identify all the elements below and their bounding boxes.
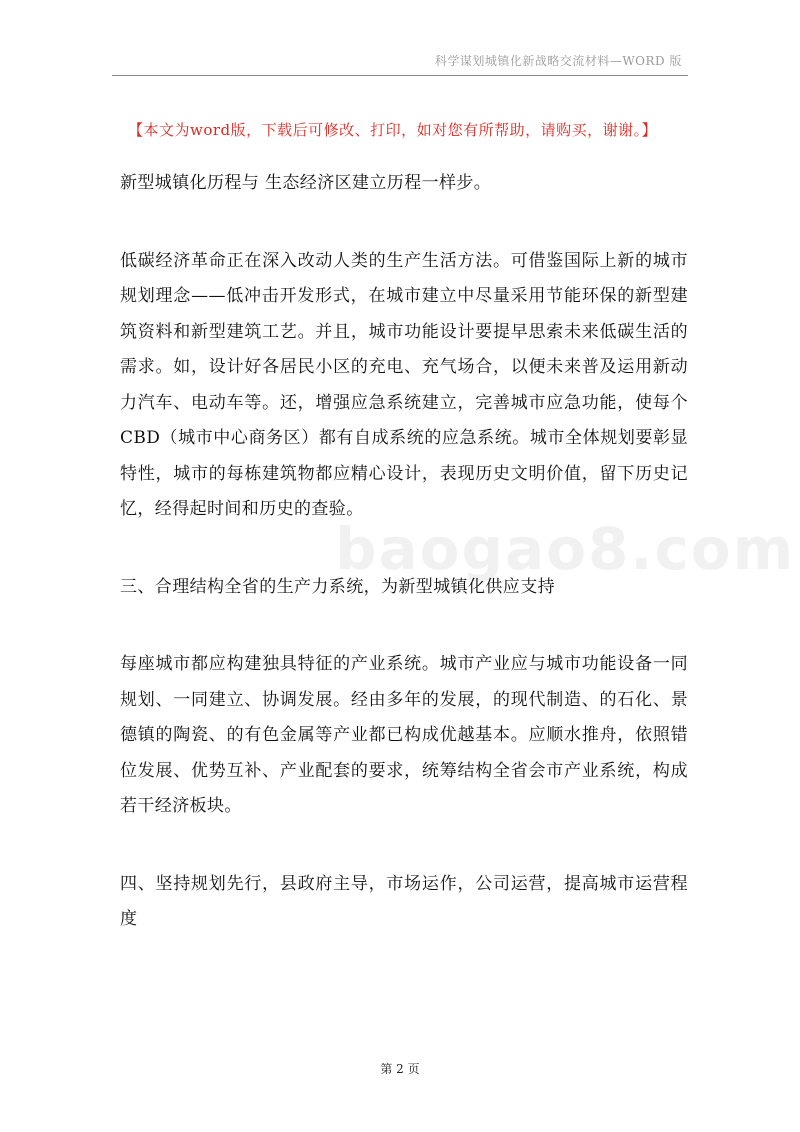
header-title: 科学谋划城镇化新战略交流材料—WORD 版 — [434, 54, 682, 68]
paragraph-low-carbon: 低碳经济革命正在深入改动人类的生产生活方法。可借鉴国际上新的城市规划理念——低冲击开发形式，在城市建立中尽量采用节能环保的新型建筑资料和新型建筑工艺。并且，城市功能设计要提早思索未来低碳生活的需求。如，设计好各居民小区的充电、充气场合，以便未来普及运用新动力汽车、电动车等。还，增强应急系统建立，完善城市应急功能，使每个 CBD（城市中心商务区）都有自成系统的应急系统。城市全体规划要彰显特性，城市的每栋建筑物都应精心设计，表现历史文明价值，留下历史记忆，经得起时间和历史的查验。 — [120, 250, 688, 519]
paragraph-intro: 新型城镇化历程与 生态经济区建立历程一样步。 — [120, 173, 492, 193]
section-heading-4: 四、坚持规划先行，县政府主导，市场运作，公司运营，提高城市运营程度 — [120, 873, 688, 929]
page-number: 第 2 页 — [380, 1062, 420, 1076]
paragraph-industry: 每座城市都应构建独具特征的产业系统。城市产业应与城市功能设备一同规划、一同建立、协调发展。经由多年的发展，的现代制造、的石化、景德镇的陶瓷、的有色金属等产业都已构成优越基本。应顺水推舟，依照错位发展、优势互补、产业配套的要求，统筹结构全省会市产业系统，构成若干经济板块。 — [120, 654, 688, 816]
document-body — [120, 166, 688, 938]
notice-banner: 【本文为word版，下载后可修改、打印，如对您有所帮助，请购买，谢谢。】 — [128, 121, 658, 139]
watermark: baogao8.com — [335, 515, 796, 583]
header-rule — [112, 75, 688, 76]
section-heading-3: 三、合理结构全省的生产力系统，为新型城镇化供应支持 — [120, 576, 555, 597]
